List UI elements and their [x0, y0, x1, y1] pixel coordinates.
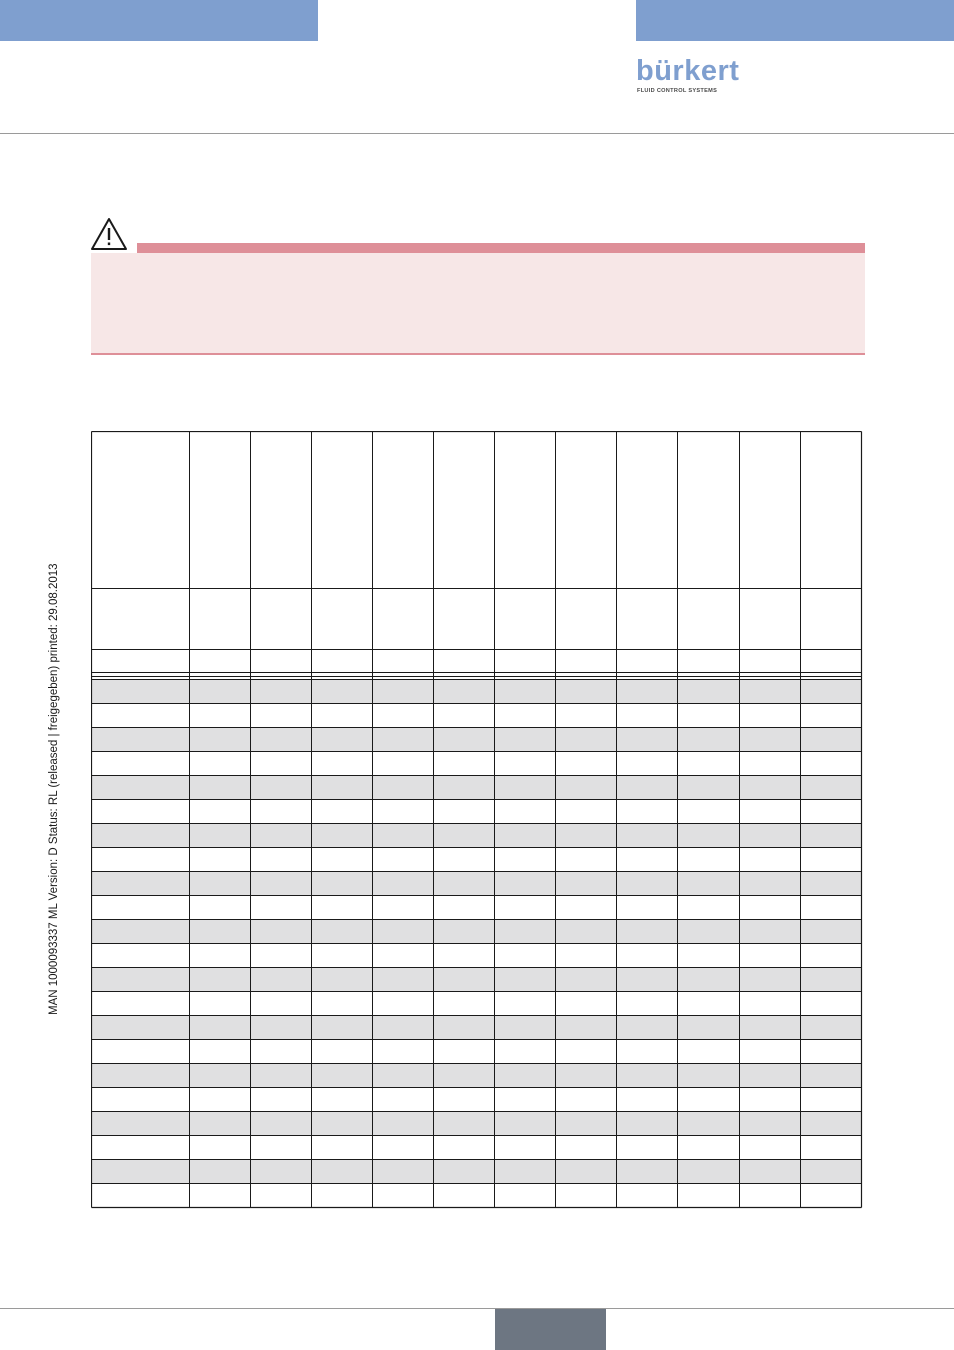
table-row-shade [92, 968, 862, 992]
brand-tagline: FLUID CONTROL SYSTEMS [637, 88, 718, 94]
table-row-shade [92, 728, 862, 752]
page-number-tab [495, 1309, 606, 1350]
table-row-shade [92, 872, 862, 896]
table-row-shade [92, 1160, 862, 1184]
table-row-shade [92, 680, 862, 704]
table-row-shade [92, 1016, 862, 1040]
table-row-shade [92, 1064, 862, 1088]
table-row-shade [92, 824, 862, 848]
header-divider [0, 133, 954, 134]
brand-name: bürkert [636, 55, 740, 87]
document-status-note: MAN 1000093337 ML Version: D Status: RL (released | freigegeben) printed: 29.08.2013 [48, 563, 60, 1015]
table-row-shade [92, 1112, 862, 1136]
warning-bottom-rule [91, 353, 865, 355]
brand-logo [636, 54, 740, 96]
footer-divider [0, 1308, 954, 1309]
header-tab-right [636, 0, 954, 41]
data-table [91, 431, 865, 1210]
warning-accent-bar [137, 243, 865, 253]
table-row-shade [92, 776, 862, 800]
table-grid [91, 431, 865, 1210]
warning-box [91, 253, 865, 353]
header-tab-left [0, 0, 318, 41]
table-row-shade [92, 920, 862, 944]
warning-triangle-icon [90, 216, 128, 252]
